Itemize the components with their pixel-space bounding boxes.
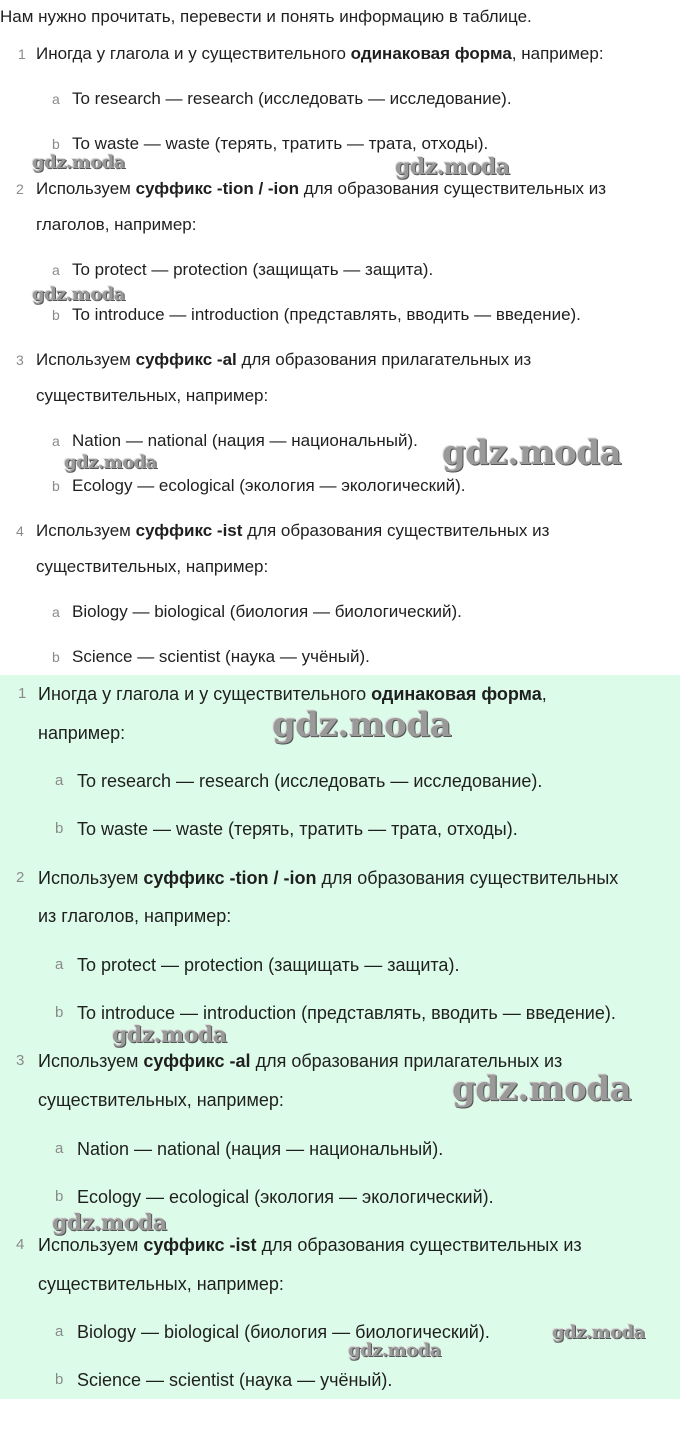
sub-letter: b xyxy=(52,307,60,323)
item-number: 3 xyxy=(16,352,24,368)
sub-letter: b xyxy=(55,1371,64,1388)
sub-letter: a xyxy=(52,262,60,278)
sub-item: To protect — protection (защищать — защита). xyxy=(72,260,434,279)
item-heading-cont: существительных, например: xyxy=(38,1274,284,1294)
sub-item: Nation — national (нация — национальный). xyxy=(72,431,418,450)
watermark: gdz.moda xyxy=(442,433,622,473)
sub-item: To waste — waste (терять, тратить — трата, отходы). xyxy=(72,134,489,153)
item-heading-cont: существительных, например: xyxy=(36,557,269,576)
sub-item: To research — research (исследовать — исследование). xyxy=(77,771,543,791)
watermark: gdz.moda xyxy=(64,452,157,473)
sub-item: Ecology — ecological (экология — экологический). xyxy=(77,1187,494,1207)
sub-letter: b xyxy=(52,649,60,665)
watermark: gdz.moda xyxy=(395,154,510,180)
plain-section xyxy=(0,0,680,675)
item-heading: Используем суффикс -tion / -ion для образования существительных из xyxy=(36,179,607,198)
watermark: gdz.moda xyxy=(452,1069,632,1109)
watermark: gdz.moda xyxy=(272,705,452,745)
item-number: 4 xyxy=(16,1236,25,1253)
sub-item: Biology — biological (биология — биологический). xyxy=(72,602,462,621)
watermark: gdz.moda xyxy=(32,284,125,305)
item-heading-cont: существительных, например: xyxy=(38,1090,284,1110)
item-number: 3 xyxy=(16,1052,25,1069)
item-heading-cont: существительных, например: xyxy=(36,386,269,405)
watermark: gdz.moda xyxy=(552,1322,645,1343)
watermark: gdz.moda xyxy=(32,152,125,173)
intro-text: Нам нужно прочитать, перевести и понять информацию в таблице. xyxy=(0,7,532,26)
item-number: 4 xyxy=(16,523,24,539)
sub-item: To waste — waste (терять, тратить — трата, отходы). xyxy=(77,819,518,839)
sub-letter: a xyxy=(52,433,60,449)
sub-letter: a xyxy=(55,1140,64,1157)
watermark: gdz.moda xyxy=(52,1210,167,1236)
sub-item: Nation — national (нация — национальный). xyxy=(77,1139,444,1159)
item-heading: Используем суффикс -al для образования прилагательных из xyxy=(36,350,532,369)
item-heading: Иногда у глагола и у существительного одинаковая форма, например: xyxy=(36,44,604,63)
sub-item: Biology — biological (биология — биологический). xyxy=(77,1322,490,1342)
sub-letter: a xyxy=(55,772,64,789)
sub-letter: b xyxy=(52,136,60,152)
sub-letter: a xyxy=(52,91,60,107)
sub-letter: b xyxy=(55,1188,64,1205)
item-heading: Используем суффикс -ist для образования существительных из xyxy=(38,1235,582,1255)
highlighted-section xyxy=(0,675,680,1399)
item-heading: Используем суффикс -al для образования прилагательных из xyxy=(38,1051,563,1071)
item-number: 1 xyxy=(18,685,27,702)
item-heading-cont: глаголов, например: xyxy=(36,215,197,234)
item-heading-cont: например: xyxy=(38,723,126,743)
sub-item: To introduce — introduction (представлять, вводить — введение). xyxy=(72,305,581,324)
item-heading: Иногда у глагола и у существительного одинаковая форма, xyxy=(38,684,547,704)
sub-letter: b xyxy=(52,478,60,494)
item-number: 1 xyxy=(18,46,26,62)
sub-item: Ecology — ecological (экология — экологический). xyxy=(72,476,466,495)
sub-item: To research — research (исследовать — исследование). xyxy=(72,89,512,108)
item-heading: Используем суффикс -ist для образования существительных из xyxy=(36,521,550,540)
item-heading: Используем суффикс -tion / -ion для образования существительных xyxy=(38,868,619,888)
sub-item: Science — scientist (наука — учёный). xyxy=(72,647,370,666)
sub-item: Science — scientist (наука — учёный). xyxy=(77,1370,393,1390)
sub-letter: a xyxy=(52,604,60,620)
sub-letter: a xyxy=(55,1323,64,1340)
sub-item: To protect — protection (защищать — защита). xyxy=(77,955,460,975)
sub-item: To introduce — introduction (представлять, вводить — введение). xyxy=(77,1003,616,1023)
item-heading-cont: из глаголов, например: xyxy=(38,906,232,926)
sub-letter: b xyxy=(55,820,64,837)
watermark: gdz.moda xyxy=(348,1340,441,1361)
item-number: 2 xyxy=(16,181,24,197)
watermark: gdz.moda xyxy=(112,1022,227,1048)
sub-letter: b xyxy=(55,1004,64,1021)
item-number: 2 xyxy=(16,869,25,886)
sub-letter: a xyxy=(55,956,64,973)
